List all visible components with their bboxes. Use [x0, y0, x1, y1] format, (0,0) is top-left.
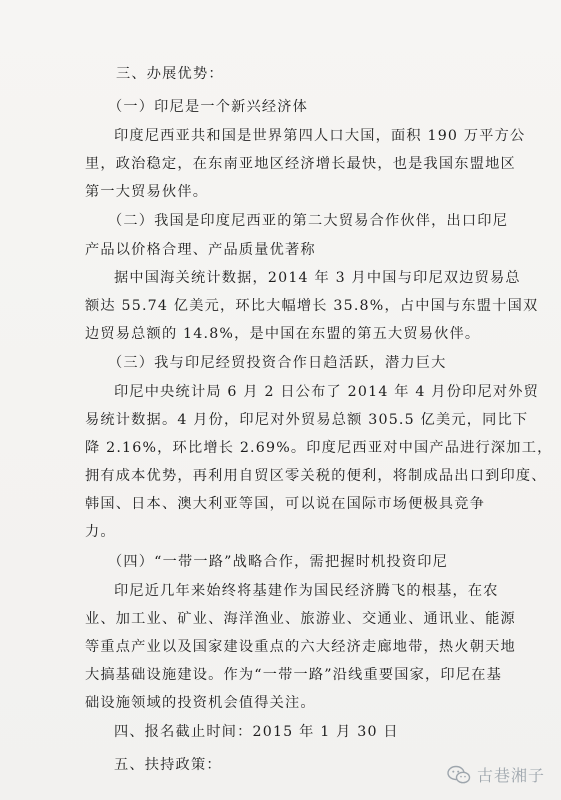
- paragraph-line: 础设施领域的投资机会值得关注。: [85, 695, 316, 711]
- subheading-1: （一）印尼是一个新兴经济体: [108, 99, 309, 115]
- paragraph-line: 力。: [85, 524, 116, 540]
- paragraph-line: 额达 55.74 亿美元，环比大幅增长 35.8%，占中国与东盟十国双: [85, 298, 539, 314]
- paragraph-line: 拥有成本优势，再利用自贸区零关税的便利，将制成品出口到印度、: [85, 468, 547, 484]
- section-heading-5: 五、扶持政策：: [114, 757, 222, 773]
- paragraph-line: 边贸易总额的 14.8%，是中国在东盟的第五大贸易伙伴。: [85, 326, 481, 342]
- paragraph-line: 降 2.16%，环比增长 2.69%。印度尼西亚对中国产品进行深加工，: [85, 440, 553, 456]
- watermark-text: 古巷湘子: [476, 766, 545, 785]
- paragraph-line: 印尼中央统计局 6 月 2 日公布了 2014 年 4 月份印尼对外贸: [114, 384, 540, 400]
- paragraph-line: 业、加工业、矿业、海洋渔业、旅游业、交通业、通讯业、能源: [85, 611, 516, 627]
- subheading-3: （三）我与印尼经贸投资合作日趋活跃，潜力巨大: [108, 355, 447, 371]
- paragraph-line: 等重点产业以及国家建设重点的六大经济走廊地带，热火朝天地: [85, 639, 516, 655]
- section-heading-4: 四、报名截止时间：2015 年 1 月 30 日: [114, 724, 399, 740]
- paragraph-line: 第一大贸易伙伴。: [85, 184, 209, 200]
- paragraph-line: 韩国、日本、澳大利亚等国，可以说在国际市场便极具竞争: [85, 496, 486, 512]
- section-heading-3: 三、办展优势：: [116, 66, 224, 82]
- paragraph-line: 印尼近几年来始终将基建作为国民经济腾飞的根基，在农: [114, 583, 499, 599]
- paragraph-line: 易统计数据。4 月份，印尼对外贸易总额 305.5 亿美元，同比下: [85, 412, 529, 428]
- subheading-2: （二）我国是印度尼西亚的第二大贸易合作伙伴，出口印尼: [108, 213, 509, 229]
- paragraph-line: 据中国海关统计数据，2014 年 3 月中国与印尼双边贸易总: [114, 270, 521, 286]
- wechat-icon: [447, 765, 471, 785]
- watermark: [447, 763, 545, 786]
- subheading-2-cont: 产品以价格合理、产品质量优著称: [85, 242, 316, 258]
- paragraph-line: 大搞基础设施建设。作为“一带一路”沿线重要国家，印尼在基: [85, 667, 502, 683]
- subheading-4: （四）“一带一路”战略合作，需把握时机投资印尼: [108, 554, 449, 570]
- paragraph-line: 里，政治稳定，在东南亚地区经济增长最快，也是我国东盟地区: [85, 156, 516, 172]
- paragraph-line: 印度尼西亚共和国是世界第四人口大国，面积 190 万平方公: [114, 128, 526, 144]
